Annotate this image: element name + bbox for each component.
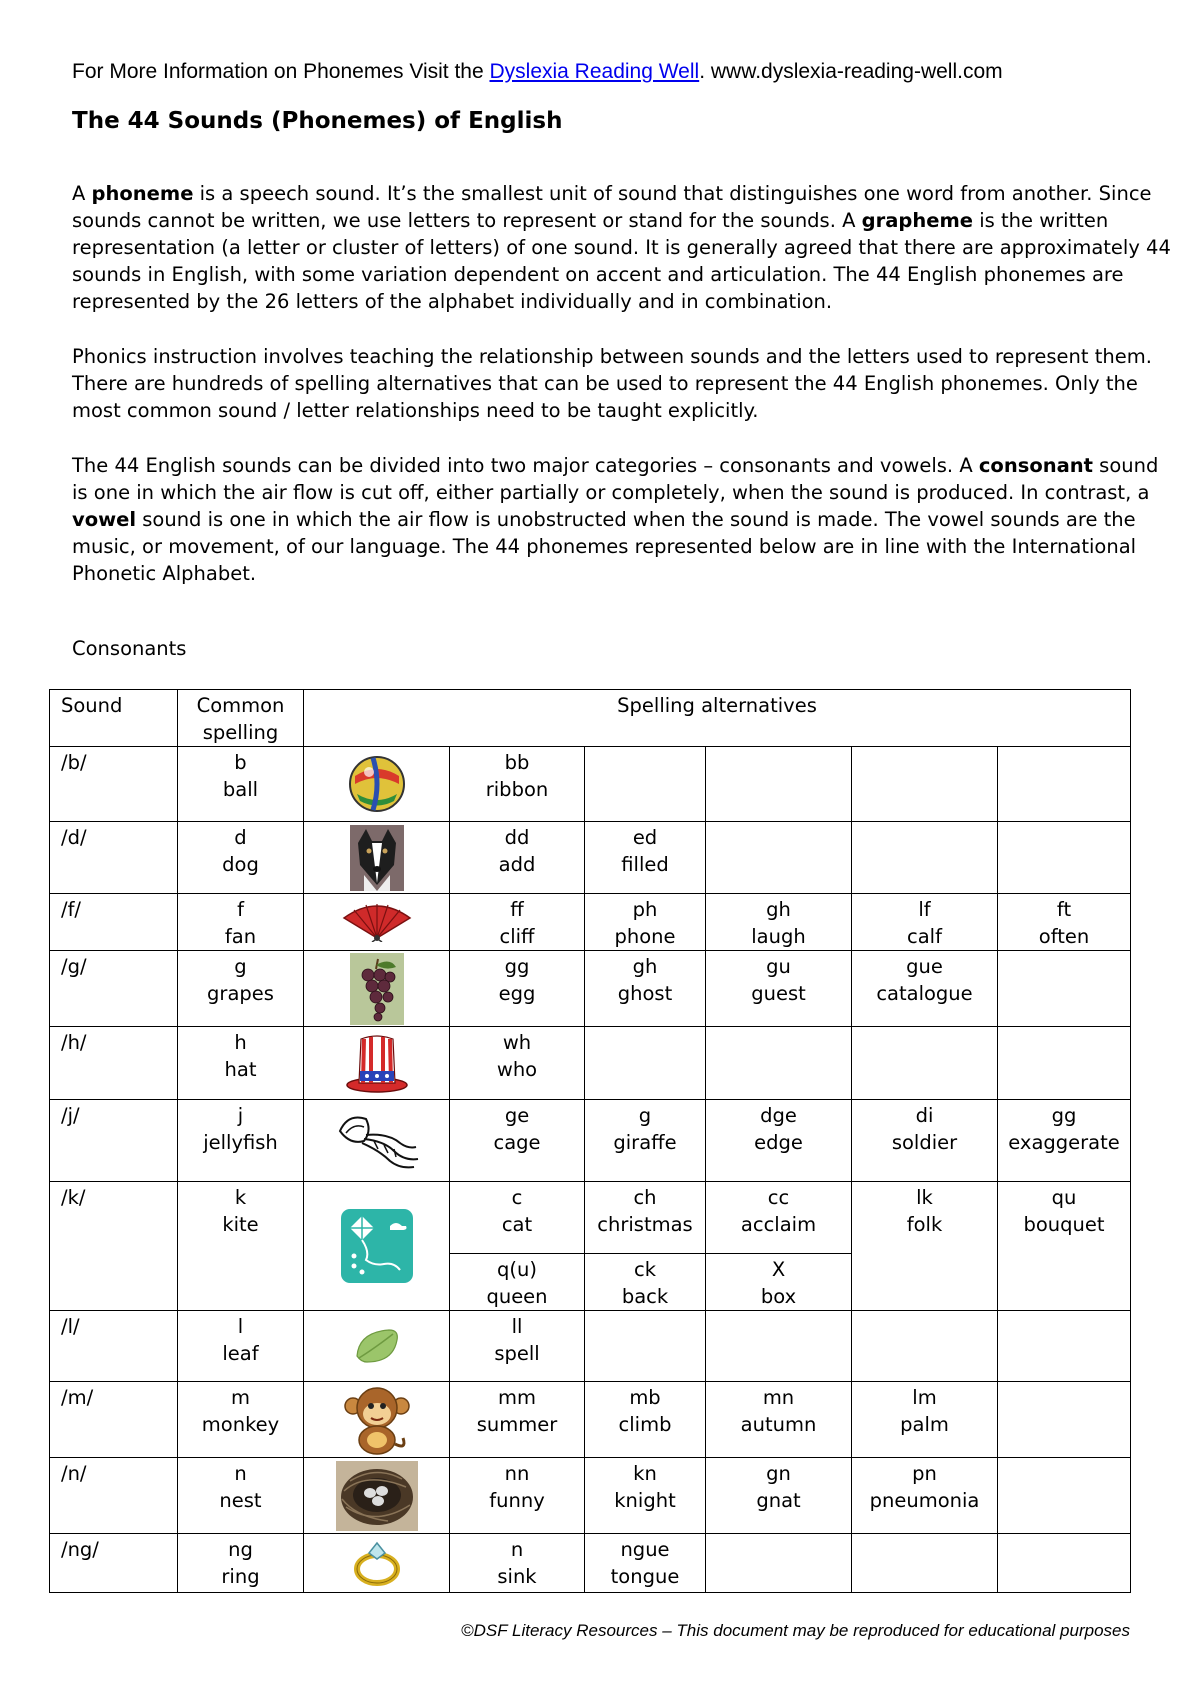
alt-cell: [852, 1382, 998, 1458]
example-word: exaggerate: [1008, 1131, 1120, 1154]
example-word: ghost: [617, 982, 673, 1005]
alt-cell: [585, 1254, 706, 1311]
table-row: [50, 1534, 1131, 1593]
alt-cell: [706, 1254, 852, 1311]
picture-cell: [304, 1027, 450, 1100]
example-word: ring: [221, 1565, 260, 1588]
grapheme: ff: [510, 898, 524, 921]
p1-text-a: A: [72, 182, 92, 205]
table-row: [50, 951, 1131, 1027]
common-spelling-cell: [178, 747, 304, 822]
header-suffix: . www.dyslexia-reading-well.com: [699, 60, 1003, 83]
example-word: back: [621, 1285, 669, 1308]
grapheme: ge: [504, 1104, 530, 1127]
fan-icon: [342, 902, 412, 942]
term-phoneme: phoneme: [91, 182, 194, 205]
grapheme: di: [915, 1104, 934, 1127]
example-word: giraffe: [613, 1131, 677, 1154]
alt-cell: [450, 1382, 585, 1458]
table-row: [50, 1027, 1131, 1100]
p3-text-a: The 44 English sounds can be divided into two major categories – consonants and vowels. A: [72, 454, 979, 477]
common-spelling-cell: [178, 1458, 304, 1534]
grapheme: q(u): [497, 1258, 537, 1281]
sound-cell: /k/: [50, 1182, 178, 1311]
alt-cell: [706, 1534, 852, 1593]
alt-cell: [450, 747, 585, 822]
example-word: palm: [900, 1413, 949, 1436]
grapheme: ng: [228, 1538, 253, 1561]
example-word: add: [498, 853, 536, 876]
example-word: who: [496, 1058, 538, 1081]
grapheme: wh: [502, 1031, 532, 1054]
grapheme: c: [511, 1186, 523, 1209]
alt-cell: [585, 1382, 706, 1458]
grapheme: k: [234, 1186, 247, 1209]
sound-cell: /l/: [50, 1311, 178, 1382]
sound-cell: /n/: [50, 1458, 178, 1534]
common-spelling-cell: [178, 822, 304, 894]
example-word: sink: [497, 1565, 537, 1588]
grapheme: mm: [498, 1386, 536, 1409]
grapheme: nn: [504, 1462, 530, 1485]
table-row: [50, 1458, 1131, 1534]
sound-cell: /h/: [50, 1027, 178, 1100]
alt-cell: [585, 1458, 706, 1534]
dog-icon: [350, 825, 404, 891]
example-word: fan: [224, 925, 257, 948]
table-row: [50, 894, 1131, 951]
alt-cell: [706, 951, 852, 1027]
sound-cell: /d/: [50, 822, 178, 894]
phonics-paragraph: Phonics instruction involves teaching the relationship between sounds and the letters used to represent them. There are hundreds of spelling alternatives that can be used to represent the 44 English phonemes. Only the most common sound / letter relationships need to be taught explicitly.: [72, 345, 1152, 422]
sound-cell: /ng/: [50, 1534, 178, 1593]
grapheme: dd: [504, 826, 530, 849]
picture-cell: [304, 822, 450, 894]
sound-cell: /f/: [50, 894, 178, 951]
alt-cell: [706, 1458, 852, 1534]
example-word: grapes: [207, 982, 274, 1005]
example-word: acclaim: [740, 1213, 817, 1236]
consonants-table: [49, 689, 1130, 1593]
alt-cell: [998, 1254, 1131, 1311]
grapheme: mb: [629, 1386, 661, 1409]
leaf-icon: [353, 1326, 401, 1366]
grapheme: qu: [1051, 1186, 1077, 1209]
grapheme: g: [638, 1104, 652, 1127]
term-consonant: consonant: [978, 454, 1093, 477]
alt-cell: [852, 1100, 998, 1182]
alt-cell: [852, 822, 998, 894]
alt-cell: [998, 1027, 1131, 1100]
alt-cell: [706, 1027, 852, 1100]
grapheme: lk: [916, 1186, 933, 1209]
p3-text-c: sound is one in which the air flow is cut off, either partially or completely, when the sound is produced. In contrast, a: [72, 454, 1159, 504]
grapheme: gg: [504, 955, 530, 978]
grapheme: b: [234, 751, 247, 774]
table-row: [50, 1182, 1131, 1254]
alt-cell: [706, 894, 852, 951]
nest-icon: [336, 1461, 418, 1531]
example-word: monkey: [201, 1413, 280, 1436]
picture-cell: [304, 894, 450, 951]
alt-cell: [585, 894, 706, 951]
alt-cell: [585, 1311, 706, 1382]
alt-cell: [450, 1458, 585, 1534]
ball-icon: [347, 754, 407, 814]
alt-cell: [852, 747, 998, 822]
example-word: nest: [219, 1489, 262, 1512]
grapheme: ft: [1056, 898, 1072, 921]
alt-cell: [852, 951, 998, 1027]
alt-cell: [585, 951, 706, 1027]
intro-paragraph: [72, 180, 1172, 315]
alt-cell: [852, 1311, 998, 1382]
ring-icon: [352, 1539, 402, 1587]
alt-cell: [450, 1311, 585, 1382]
example-word: edge: [754, 1131, 803, 1154]
grapheme: cc: [767, 1186, 790, 1209]
picture-cell: [304, 1458, 450, 1534]
alt-cell: [585, 1027, 706, 1100]
alt-cell: [852, 1182, 998, 1254]
grapheme: gue: [906, 955, 943, 978]
alt-cell: [998, 747, 1131, 822]
example-word: bouquet: [1023, 1213, 1105, 1236]
grapheme: kn: [633, 1462, 657, 1485]
alt-cell: [852, 1534, 998, 1593]
picture-cell: [304, 1311, 450, 1382]
table-row: [50, 1311, 1131, 1382]
grapheme: f: [237, 898, 244, 921]
example-word: cage: [493, 1131, 541, 1154]
picture-cell: [304, 1100, 450, 1182]
grapheme: pn: [912, 1462, 937, 1485]
page-header: [72, 60, 1003, 84]
alt-cell: [450, 1254, 585, 1311]
picture-cell: [304, 1182, 450, 1311]
page-title: The 44 Sounds (Phonemes) of English: [72, 108, 563, 134]
header-sound: Sound: [50, 690, 178, 747]
example-word: egg: [498, 982, 536, 1005]
categories-paragraph: [72, 452, 1172, 587]
table-row: [50, 1382, 1131, 1458]
alt-cell: [706, 1311, 852, 1382]
common-spelling-cell: [178, 1027, 304, 1100]
table-row: [50, 1100, 1131, 1182]
term-grapheme: grapheme: [861, 209, 974, 232]
alt-cell: [852, 1254, 998, 1311]
example-word: jellyfish: [203, 1131, 278, 1154]
p1-text-d: is the written representation (a letter or cluster of letters) of one sound. It is generally agreed that there are approximately 44 sounds in English, with some variation dependent on accent and articulation. The 44 English phonemes are represented by the 26 letters of the alphabet individually and in combination.: [72, 209, 1171, 313]
alt-cell: [585, 1534, 706, 1593]
grapheme: lf: [918, 898, 931, 921]
common-spelling-cell: [178, 1382, 304, 1458]
alt-cell: [450, 1534, 585, 1593]
alt-cell: [852, 1458, 998, 1534]
grapheme: ch: [633, 1186, 657, 1209]
example-word: autumn: [740, 1413, 817, 1436]
common-spelling-cell: [178, 951, 304, 1027]
alt-cell: [450, 1100, 585, 1182]
alt-cell: [450, 1027, 585, 1100]
grapheme: d: [234, 826, 247, 849]
grapheme: j: [237, 1104, 244, 1127]
sound-cell: /j/: [50, 1100, 178, 1182]
grapheme: gg: [1051, 1104, 1077, 1127]
grapheme: m: [231, 1386, 250, 1409]
header-spelling-alternatives: Spelling alternatives: [304, 690, 1131, 747]
example-word: often: [1038, 925, 1090, 948]
header-prefix: For More Information on Phonemes Visit the: [72, 60, 490, 83]
grapheme: mn: [762, 1386, 795, 1409]
example-word: box: [760, 1285, 797, 1308]
grapheme: n: [510, 1538, 524, 1561]
p3-text-d: sound is one in which the air flow is unobstructed when the sound is made. The vowel sounds are the music, or movement, of our language. The 44 phonemes represented below are in line with the International Phonetic Alphabet.: [72, 508, 1137, 585]
grapheme: ngue: [620, 1538, 670, 1561]
alt-cell: [706, 822, 852, 894]
example-word: pneumonia: [869, 1489, 980, 1512]
common-spelling-cell: [178, 894, 304, 951]
dyslexia-reading-well-link[interactable]: Dyslexia Reading Well: [489, 60, 700, 83]
section-label-consonants: Consonants: [72, 637, 187, 660]
grapheme: h: [234, 1031, 247, 1054]
example-word: leaf: [222, 1342, 259, 1365]
grapheme: ck: [633, 1258, 656, 1281]
kite-icon: [340, 1208, 414, 1284]
alt-cell: [585, 747, 706, 822]
example-word: funny: [489, 1489, 545, 1512]
common-spelling-cell: [178, 1311, 304, 1382]
example-word: soldier: [891, 1131, 958, 1154]
alt-cell: [998, 1100, 1131, 1182]
alt-cell: [585, 1182, 706, 1254]
example-word: catalogue: [876, 982, 973, 1005]
example-word: queen: [486, 1285, 548, 1308]
alt-cell: [706, 1382, 852, 1458]
example-word: kite: [222, 1213, 259, 1236]
common-spelling-cell: [178, 1534, 304, 1593]
alt-cell: [706, 1182, 852, 1254]
example-word: folk: [906, 1213, 943, 1236]
grapheme: ed: [632, 826, 658, 849]
picture-cell: [304, 1534, 450, 1593]
monkey-icon: [341, 1384, 413, 1456]
table-row: [50, 822, 1131, 894]
copyright-footer: ©DSF Literacy Resources – This document may be reproduced for educational purposes: [461, 1621, 1130, 1640]
sound-cell: /b/: [50, 747, 178, 822]
example-word: tongue: [610, 1565, 680, 1588]
example-word: gnat: [756, 1489, 801, 1512]
example-word: calf: [907, 925, 942, 948]
grapheme: dge: [760, 1104, 797, 1127]
alt-cell: [585, 1100, 706, 1182]
alt-cell: [998, 1534, 1131, 1593]
alt-cell: [450, 1182, 585, 1254]
alt-cell: [998, 822, 1131, 894]
grapheme: n: [234, 1462, 247, 1485]
example-word: dog: [222, 853, 259, 876]
example-word: ball: [222, 778, 259, 801]
example-word: cat: [501, 1213, 533, 1236]
grapheme: ph: [632, 898, 658, 921]
grapheme: lm: [912, 1386, 937, 1409]
grapheme: gn: [766, 1462, 791, 1485]
table-header-row: [50, 690, 1131, 747]
alt-cell: [998, 1458, 1131, 1534]
example-word: laugh: [751, 925, 806, 948]
example-word: spell: [494, 1342, 540, 1365]
common-spelling-cell: [178, 1182, 304, 1311]
alt-cell: [450, 822, 585, 894]
table-row: [50, 747, 1131, 822]
term-vowel: vowel: [72, 508, 137, 531]
grapheme: bb: [504, 751, 530, 774]
hat-icon: [345, 1033, 409, 1093]
alt-cell: [585, 822, 706, 894]
example-word: filled: [621, 853, 669, 876]
common-spelling-cell: [178, 1100, 304, 1182]
picture-cell: [304, 951, 450, 1027]
example-word: knight: [614, 1489, 676, 1512]
picture-cell: [304, 1382, 450, 1458]
grapheme: gu: [766, 955, 791, 978]
grapheme: g: [234, 955, 247, 978]
alt-cell: [706, 747, 852, 822]
alt-cell: [852, 1027, 998, 1100]
example-word: ribbon: [485, 778, 549, 801]
grapheme: gh: [766, 898, 791, 921]
example-word: hat: [224, 1058, 257, 1081]
example-word: phone: [614, 925, 676, 948]
grapheme: l: [237, 1315, 244, 1338]
alt-cell: [706, 1100, 852, 1182]
grapes-icon: [350, 953, 404, 1025]
grapheme: ll: [511, 1315, 523, 1338]
alt-cell: [998, 951, 1131, 1027]
example-word: cliff: [499, 925, 535, 948]
grapheme: gh: [632, 955, 658, 978]
jellyfish-icon: [334, 1111, 420, 1171]
example-word: summer: [476, 1413, 558, 1436]
alt-cell: [998, 1311, 1131, 1382]
alt-cell: [450, 951, 585, 1027]
alt-cell: [998, 1182, 1131, 1254]
example-word: climb: [618, 1413, 672, 1436]
sound-cell: /g/: [50, 951, 178, 1027]
header-common-spelling: Common spelling: [178, 690, 304, 747]
example-word: christmas: [597, 1213, 693, 1236]
alt-cell: [450, 894, 585, 951]
grapheme: X: [771, 1258, 786, 1281]
alt-cell: [998, 1382, 1131, 1458]
picture-cell: [304, 747, 450, 822]
alt-cell: [852, 894, 998, 951]
p1-text-c: is a speech sound. It’s the smallest unit of sound that distinguishes one word from another. Since sounds cannot be written, we use letters to represent or stand for the sounds. A: [72, 182, 1152, 232]
sound-cell: /m/: [50, 1382, 178, 1458]
alt-cell: [998, 894, 1131, 951]
example-word: guest: [751, 982, 806, 1005]
